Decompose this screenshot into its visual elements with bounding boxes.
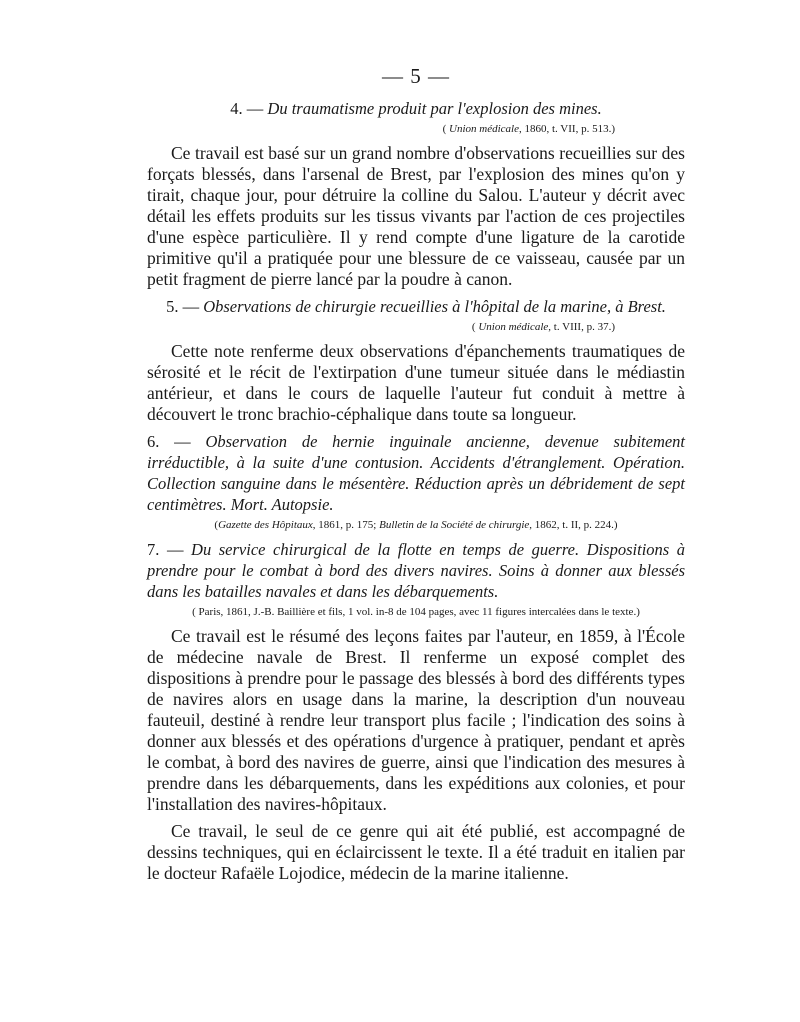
source-part: ( bbox=[214, 519, 219, 531]
page-content bbox=[147, 64, 685, 890]
source-part: ( bbox=[471, 321, 479, 333]
entry-6 bbox=[147, 431, 685, 533]
source-part: , t. VIII, p. 37.) bbox=[548, 321, 615, 333]
entry-paragraph: Ce travail est le résumé des leçons faites par l'auteur, en 1859, à l'École de médecine navale de Brest. Il renferme un exposé complet des dispositions à prendre pour le passage des blessés à bord des différents types de navires alors en usage dans la marine, la description d'un nouveau fauteuil, destiné à rendre leur transport plus facile ; l'indication des soins à donner aux blessés et des opérations d'urgence à pratiquer, pendant et après le combat, à bord des navires de guerre, ainsi que l'indication des mesures à prendre dans les débarquements, dans les expéditions aux colonies, et pour l'installation des navires-hôpitaux. bbox=[147, 626, 685, 814]
entry-5 bbox=[147, 296, 685, 425]
source-part: Union médicale bbox=[478, 321, 549, 333]
entry-number: 4. — bbox=[230, 99, 264, 118]
entry-title-text: Du traumatisme produit par l'explosion des mines. bbox=[267, 99, 602, 118]
entry-title bbox=[147, 98, 685, 119]
entry-number: 5. — bbox=[166, 297, 200, 316]
source-part: ( bbox=[442, 123, 449, 135]
entry-number: 6. — bbox=[147, 432, 191, 451]
entry-paragraph: Cette note renferme deux observations d'épanchements traumatiques de sérosité et le récit de l'extirpation d'une tumeur située dans le médiastin antérieur, et dans le cours de laquelle l'auteur fut conduit à mettre à découvert le tronc brachio-céphalique dans toute sa longueur. bbox=[147, 341, 685, 424]
source-part: Union médicale bbox=[449, 123, 519, 135]
source-part: Gazette des Hôpitaux bbox=[218, 519, 313, 531]
entry-title-text: Du service chirurgical de la flotte en temps de guerre. Dispositions à prendre pour le combat à bord des divers navires. Soins à donner aux blessés dans les batailles navales et dans les débarquements. bbox=[147, 540, 686, 601]
page-number: — 5 — bbox=[382, 64, 450, 88]
entry-source bbox=[147, 320, 685, 335]
entry-title bbox=[147, 431, 685, 515]
entry-source bbox=[147, 518, 685, 533]
entry-4 bbox=[147, 98, 685, 290]
entry-title-text: Observation de hernie inguinale ancienne, devenue subitement irréductible, à la suite d'une contusion. Accidents d'étranglement. Opération. Collection sanguine dans le mésentère. Réduction après un débridement de sept centimètres. Mort. Autopsie. bbox=[147, 432, 686, 514]
entry-title-text: Observations de chirurgie recueillies à l'hôpital de la marine, à Brest. bbox=[203, 297, 666, 316]
source-part: , 1861, p. 175; bbox=[312, 519, 380, 531]
source-part: , 1860, t. VII, p. 513.) bbox=[518, 123, 615, 135]
source-part: , 1862, t. II, p. 224.) bbox=[529, 519, 618, 531]
entry-paragraph: Ce travail est basé sur un grand nombre d'observations recueillies sur des forçats blessés, dans l'arsenal de Brest, par l'explosion des mines qu'on y tirait, chaque jour, pour détruire la colline du Salou. L'auteur y décrit avec détail les effets produits sur les tissus vivants par l'action de ces projectiles d'une espèce particulière. Il y rend compte d'une ligature de la carotide primitive qu'il a pratiquée pour une blessure de ce vaisseau, causée par un petit fragment de pierre lancé par la poudre à canon. bbox=[147, 143, 685, 289]
entry-source bbox=[147, 605, 685, 620]
entry-title bbox=[147, 539, 685, 602]
source-part: ( Paris, 1861, J.-B. Baillière et fils, 1 vol. in-8 de 104 pages, avec 11 figures intercalées dans le texte.) bbox=[192, 606, 640, 618]
entry-source bbox=[147, 122, 685, 137]
source-part: Bulletin de la Société de chirurgie bbox=[379, 519, 530, 531]
entry-title bbox=[147, 296, 685, 317]
entry-paragraph: Ce travail, le seul de ce genre qui ait été publié, est accompagné de dessins techniques, qui en éclaircissent le texte. Il a été traduit en italien par le docteur Rafaële Lojodice, médecin de la marine italienne. bbox=[147, 821, 685, 883]
entry-number: 7. — bbox=[147, 540, 184, 559]
entry-7 bbox=[147, 539, 685, 884]
